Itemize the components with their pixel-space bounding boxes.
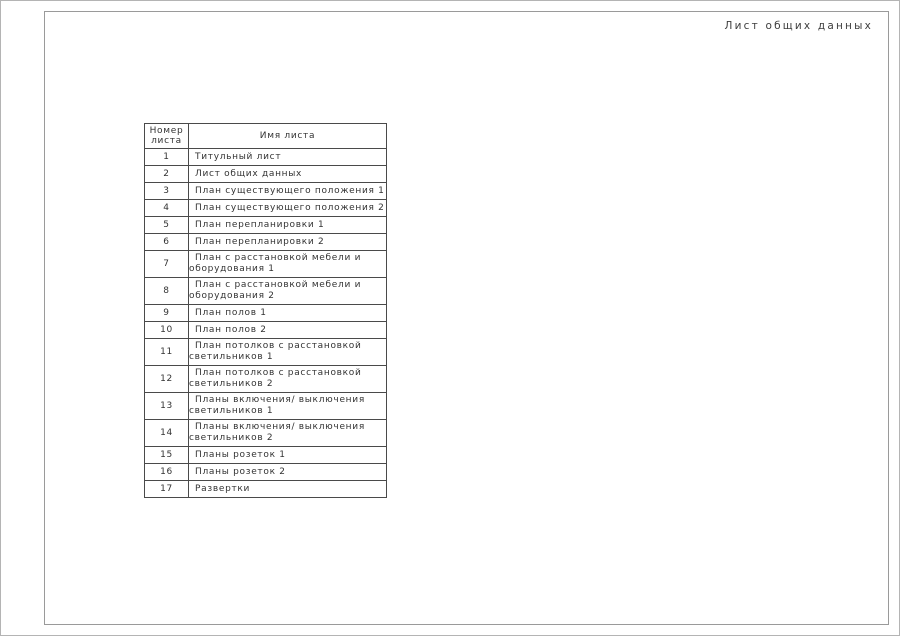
- table-row: [145, 234, 387, 251]
- sheet-number-cell: 1: [145, 149, 189, 166]
- table-row: [145, 339, 387, 366]
- table-row: [145, 393, 387, 420]
- sheet-name-cell: План потолков с расстановкой светильников 1: [189, 339, 387, 366]
- table-row: [145, 278, 387, 305]
- sheet-number-cell: 14: [145, 420, 189, 447]
- sheet-name-cell: План существующего положения 1: [189, 183, 387, 200]
- sheet-name-cell: Планы розеток 1: [189, 447, 387, 464]
- sheet-name-cell: План перепланировки 1: [189, 217, 387, 234]
- sheet-name-cell: План полов 1: [189, 305, 387, 322]
- sheet-name-cell: План перепланировки 2: [189, 234, 387, 251]
- table-row: [145, 149, 387, 166]
- sheet-number-cell: 12: [145, 366, 189, 393]
- sheet-number-cell: 5: [145, 217, 189, 234]
- sheet-name-cell: План полов 2: [189, 322, 387, 339]
- sheet-list-table: [144, 123, 387, 498]
- sheet-number-cell: 13: [145, 393, 189, 420]
- sheet-name-cell: Лист общих данных: [189, 166, 387, 183]
- sheet-number-cell: 7: [145, 251, 189, 278]
- sheet-name-cell: Планы включения/ выключения светильников 2: [189, 420, 387, 447]
- sheet-number-cell: 8: [145, 278, 189, 305]
- sheet-title: Лист общих данных: [724, 20, 873, 32]
- column-header-sheet-number: Номер листа: [145, 124, 189, 149]
- table-row: [145, 200, 387, 217]
- sheet-number-cell: 4: [145, 200, 189, 217]
- table-row: [145, 251, 387, 278]
- table-row: [145, 322, 387, 339]
- table-row: [145, 166, 387, 183]
- sheet-number-cell: 9: [145, 305, 189, 322]
- table-header-row: [145, 124, 387, 149]
- sheet-number-cell: 16: [145, 464, 189, 481]
- table-row: [145, 447, 387, 464]
- sheet-number-cell: 10: [145, 322, 189, 339]
- table-row: [145, 464, 387, 481]
- sheet-number-cell: 17: [145, 481, 189, 498]
- sheet-number-cell: 2: [145, 166, 189, 183]
- sheet-number-cell: 6: [145, 234, 189, 251]
- sheet-name-cell: Титульный лист: [189, 149, 387, 166]
- column-header-sheet-name: Имя листа: [189, 124, 387, 149]
- sheet-number-cell: 3: [145, 183, 189, 200]
- sheet-name-cell: План с расстановкой мебели и оборудования 2: [189, 278, 387, 305]
- sheet-name-cell: Планы включения/ выключения светильников 1: [189, 393, 387, 420]
- table-row: [145, 366, 387, 393]
- sheet-name-cell: План потолков с расстановкой светильников 2: [189, 366, 387, 393]
- sheet-name-cell: Планы розеток 2: [189, 464, 387, 481]
- table-row: [145, 420, 387, 447]
- sheet-name-cell: План с расстановкой мебели и оборудования 1: [189, 251, 387, 278]
- table-row: [145, 183, 387, 200]
- sheet-name-cell: План существующего положения 2: [189, 200, 387, 217]
- sheet-number-cell: 15: [145, 447, 189, 464]
- sheet-number-cell: 11: [145, 339, 189, 366]
- table-row: [145, 481, 387, 498]
- table-row: [145, 305, 387, 322]
- table-row: [145, 217, 387, 234]
- sheet-name-cell: Развертки: [189, 481, 387, 498]
